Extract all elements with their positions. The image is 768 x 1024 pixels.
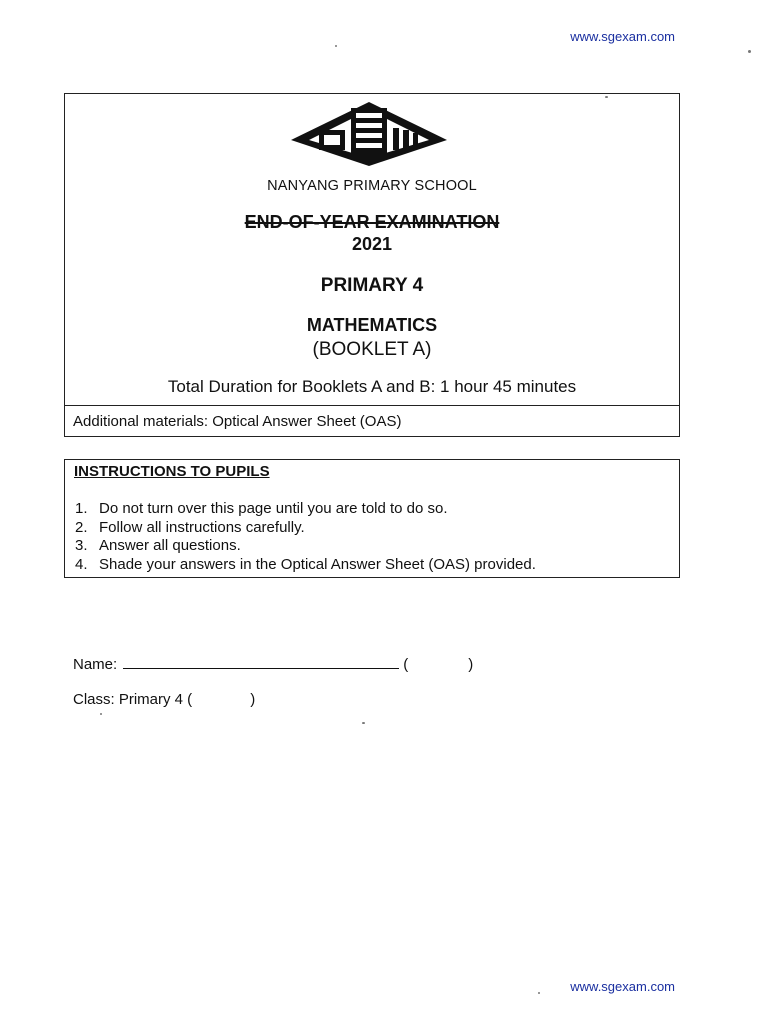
scan-speck <box>100 713 102 715</box>
instruction-item <box>75 519 536 538</box>
instruction-text: Shade your answers in the Optical Answer Sheet (OAS) provided. <box>99 555 536 573</box>
class-close-paren: ) <box>250 691 256 708</box>
name-label: Name: <box>73 656 118 673</box>
school-name: NANYANG PRIMARY SCHOOL <box>267 178 477 194</box>
scan-speck <box>538 992 540 994</box>
instruction-number: 3. <box>75 537 88 554</box>
instruction-item <box>75 500 536 519</box>
instruction-text: Do not turn over this page until you are told to do so. <box>99 500 448 517</box>
subject-title: MATHEMATICS <box>306 315 438 335</box>
scan-speck <box>362 722 365 724</box>
instruction-number: 2. <box>75 518 88 536</box>
instruction-item <box>75 556 536 575</box>
instructions-list <box>75 500 536 574</box>
name-row <box>73 654 473 673</box>
watermark-link-top[interactable]: www.sgexam.com <box>570 29 675 44</box>
class-row <box>73 691 255 708</box>
divider <box>65 405 679 406</box>
instruction-text: Follow all instructions carefully. <box>99 518 305 536</box>
grade-level: PRIMARY 4 <box>320 275 424 296</box>
school-logo-icon <box>289 100 449 168</box>
exam-title-text: END-OF-YEAR EXAMINATION <box>244 212 500 232</box>
instructions-box <box>64 459 680 578</box>
index-open-paren: ( <box>403 656 409 673</box>
class-label: Class: Primary 4 ( <box>73 691 193 708</box>
instruction-text: Answer all questions. <box>99 537 241 554</box>
instruction-item <box>75 537 536 556</box>
exam-title <box>65 212 679 233</box>
materials-text: Additional materials: Optical Answer Sheet (OAS) <box>73 413 402 430</box>
instruction-number: 1. <box>75 500 88 517</box>
index-close-paren: ) <box>468 656 474 673</box>
instructions-heading: INSTRUCTIONS TO PUPILS <box>74 463 270 480</box>
instruction-number: 4. <box>75 555 88 573</box>
booklet-label: (BOOKLET A) <box>312 339 432 360</box>
scan-speck <box>748 50 751 53</box>
scan-speck <box>605 96 608 98</box>
watermark-link-bottom[interactable]: www.sgexam.com <box>570 979 675 994</box>
scan-speck <box>335 45 337 47</box>
cover-box <box>64 93 680 437</box>
duration-text: Total Duration for Booklets A and B: 1 hour 45 minutes <box>167 377 577 396</box>
name-field[interactable] <box>123 654 399 669</box>
exam-year: 2021 <box>351 234 393 254</box>
